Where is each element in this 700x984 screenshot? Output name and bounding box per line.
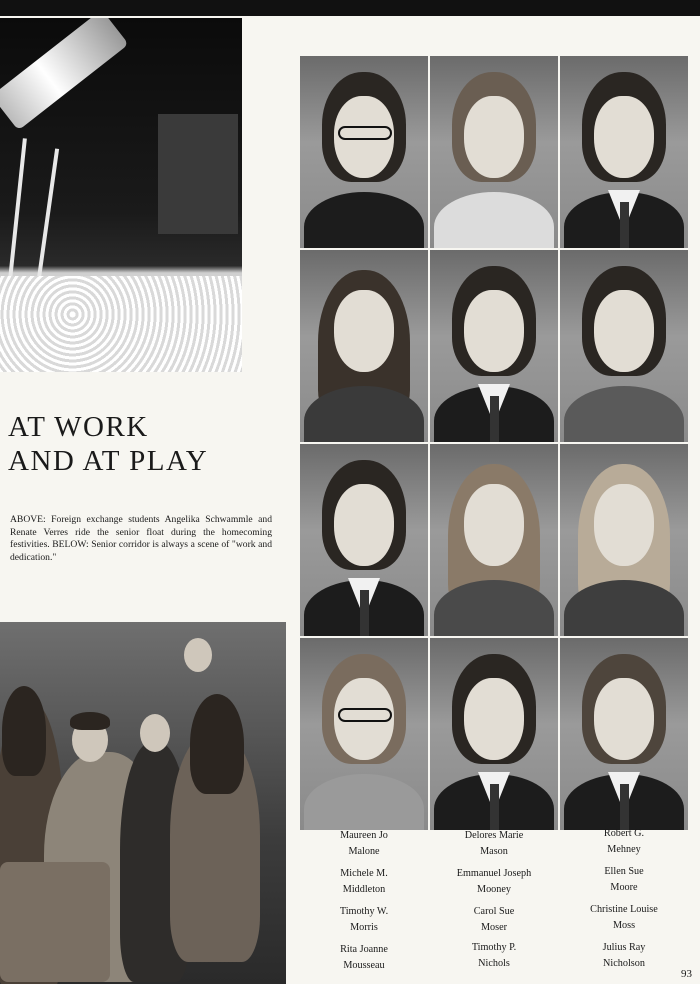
portrait-photo	[560, 444, 688, 636]
portrait-photo	[300, 444, 428, 636]
portrait-tie	[490, 784, 499, 830]
portrait-face	[464, 290, 524, 372]
student-name	[304, 866, 424, 898]
portrait-clothing	[304, 774, 424, 830]
portrait-photo	[300, 638, 428, 830]
student-hair	[70, 712, 110, 730]
background-board	[158, 114, 238, 234]
student-first-name: Robert G.	[603, 828, 645, 839]
student-name	[564, 826, 684, 858]
student-head	[184, 638, 212, 672]
top-edge-bar	[0, 0, 700, 16]
portrait-clothing	[304, 192, 424, 248]
student-last-name: Mooney	[477, 884, 511, 895]
student-name	[304, 942, 424, 974]
student-name	[434, 828, 554, 860]
student-last-name: Mason	[480, 846, 508, 857]
portrait-glasses	[338, 126, 392, 140]
portrait-photo	[560, 56, 688, 248]
photo-caption: ABOVE: Foreign exchange students Angelika Schwammle and Renate Verres ride the senior float during the homecoming festivities. BELOW: Senior corridor is always a scene of "work and dedication."	[10, 514, 272, 563]
portrait-face	[594, 96, 654, 178]
section-headline	[8, 410, 288, 478]
student-first-name: Christine Louise	[590, 904, 658, 915]
portrait-photo	[560, 638, 688, 830]
student-first-name: Maureen Jo	[340, 830, 388, 841]
portrait-photo	[430, 444, 558, 636]
student-head	[140, 714, 170, 752]
portrait-photo	[430, 56, 558, 248]
plaid-skirt	[0, 862, 110, 982]
student-first-name: Rita Joanne	[340, 944, 388, 955]
student-name	[564, 864, 684, 896]
student-last-name: Moser	[480, 922, 508, 933]
portrait-face	[464, 96, 524, 178]
student-name	[564, 902, 684, 934]
portrait-photo	[560, 250, 688, 442]
student-last-name: Mehney	[607, 844, 641, 855]
portrait-face	[594, 484, 654, 566]
portrait-photo	[300, 250, 428, 442]
senior-float-photo	[0, 18, 242, 372]
student-hair	[190, 694, 244, 794]
student-name	[434, 940, 554, 972]
student-first-name: Michele M.	[340, 868, 388, 879]
portrait-face	[464, 484, 524, 566]
student-name	[304, 904, 424, 936]
senior-corridor-photo	[0, 622, 286, 984]
portrait-face	[464, 678, 524, 760]
student-hair	[2, 686, 46, 776]
student-first-name: Timothy P.	[471, 942, 517, 953]
student-name	[434, 866, 554, 898]
float-deck	[0, 276, 242, 372]
portrait-photo	[430, 638, 558, 830]
student-first-name: Carol Sue	[473, 906, 515, 917]
page-number: 93	[681, 968, 692, 980]
portrait-photo	[430, 250, 558, 442]
student-last-name: Nicholson	[603, 958, 645, 969]
student-name	[564, 940, 684, 972]
portrait-glasses	[338, 708, 392, 722]
student-first-name: Julius Ray	[602, 942, 646, 953]
portrait-clothing	[434, 192, 554, 248]
portrait-face	[334, 290, 394, 372]
portrait-face	[594, 678, 654, 760]
portrait-tie	[360, 590, 369, 636]
float-banner	[0, 18, 129, 130]
student-first-name: Timothy W.	[339, 906, 389, 917]
portrait-tie	[620, 202, 629, 248]
student-last-name: Moore	[610, 882, 638, 893]
student-name	[304, 828, 424, 860]
portrait-photo	[300, 56, 428, 248]
student-first-name: Emmanuel Joseph	[456, 868, 532, 879]
headline-line-2: AND AT PLAY	[8, 445, 209, 477]
student-last-name: Morris	[350, 922, 378, 933]
student-last-name: Malone	[348, 846, 380, 857]
student-name	[434, 904, 554, 936]
student-last-name: Middleton	[342, 884, 386, 895]
headline-line-1: AT WORK	[8, 411, 149, 443]
student-last-name: Moss	[612, 920, 636, 931]
portrait-tie	[620, 784, 629, 830]
student-last-name: Nichols	[478, 958, 510, 969]
student-last-name: Mousseau	[343, 960, 385, 971]
student-first-name: Delores Marie	[464, 830, 524, 841]
student-first-name: Ellen Sue	[604, 866, 644, 877]
portrait-clothing	[564, 386, 684, 442]
portrait-face	[334, 484, 394, 566]
portrait-face	[594, 290, 654, 372]
portrait-tie	[490, 396, 499, 442]
